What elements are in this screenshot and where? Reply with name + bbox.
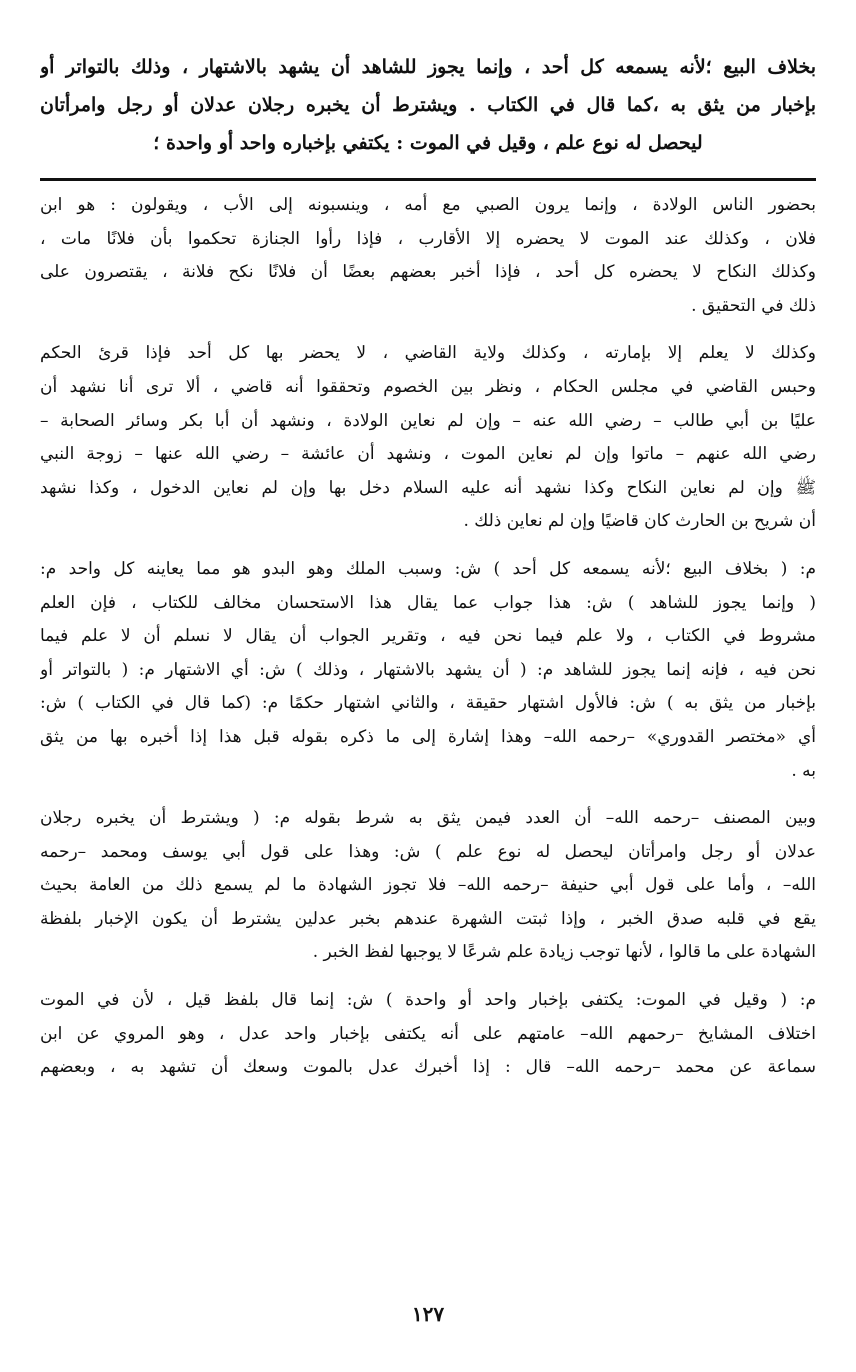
commentary-line: به .	[791, 760, 816, 781]
commentary-line: أي «مختصر القدوري» –رحمه الله– وهذا إشارة إلى ما ذكره بقوله قبل هذا إذا أخبره بها من يثق	[40, 726, 816, 747]
commentary-paragraph	[40, 802, 816, 970]
main-text-block	[40, 48, 816, 162]
page-number: ١٢٧	[411, 1302, 445, 1326]
commentary-line: يقع في قلبه صدق الخبر ، وإذا ثبتت الشهرة عندهم بخبر عدلين يشترط أن يكون الإخبار بلفظة	[40, 908, 816, 929]
commentary-paragraph	[40, 337, 816, 539]
commentary-line: وبين المصنف –رحمه الله– أن العدد فيمن يثق به شرط بقوله م: ( ويشترط أن يخبره رجلان	[40, 808, 816, 829]
commentary-line: وكذلك النكاح لا يحضره كل أحد ، فإذا أخبر بعضهم بعضًا أن فلانًا نكح فلانة ، يقتصرون على	[40, 262, 816, 283]
commentary-line: مشروط في الكتاب ، ولا علم فيما نحن فيه ، وتقرير الجواب أن يقال لا نسلم أن لا علم فيما	[40, 626, 816, 647]
commentary-line: أن شريح بن الحارث كان قاضيًا وإن لم نعاين ذلك .	[463, 511, 816, 532]
commentary-line: بإخبار من يثق به ) ش: فالأول اشتهار حقيقة ، والثاني اشتهار حكمًا م: (كما قال في الكتاب ) ش:	[40, 693, 816, 714]
commentary-line: م: ( وقيل في الموت: يكتفى بإخبار واحد أو واحدة ) ش: إنما قال بلفظ قيل ، لأن في الموت	[40, 990, 816, 1011]
commentary-line: رضي الله عنهم – ماتوا وإن لم نعاين الموت ، ونشهد أن عائشة – رضي الله عنها – زوجة النبي	[40, 444, 816, 465]
commentary-line: عليًا بن أبي طالب – رضي الله عنه – وإن لم نعاين الولادة ، ونشهد أن أبا بكر وسائر الصحابة –	[40, 410, 816, 431]
commentary-line: الشهادة على ما قالوا ، لأنها توجب زيادة علم شرعًا لا يوجبها لفظ الخبر .	[312, 942, 816, 963]
commentary-line: ذلك في التحقيق .	[691, 295, 816, 316]
commentary-line: فلان ، وكذلك عند الموت لا يحضره إلا الأقارب ، فإذا رأوا الجنازة تحكموا بأن فلانًا مات ،	[40, 228, 816, 249]
commentary-line: نحن فيه ، فإنه إنما يجوز للشاهد م: ( أن يشهد بالاشتهار ، وذلك ) ش: أي الاشتهار م: ( بالتواتر أو	[40, 659, 816, 680]
commentary-line: وكذلك لا يعلم إلا بإمارته ، وكذلك ولاية القاضي ، لا يحضر بها كل أحد فإذا قرئ الحكم	[40, 343, 816, 364]
main-text-line: بإخبار من يثق به ،كما قال في الكتاب . ويشترط أن يخبره رجلان عدلان أو رجل وامرأتان	[40, 94, 816, 116]
commentary-line: م: ( بخلاف البيع ؛لأنه يسمعه كل أحد ) ش: وسبب الملك وهو البدو هو مما يعاينه كل واحد م:	[40, 558, 816, 579]
commentary-line: اختلاف المشايخ –رحمهم الله– عامتهم على أنه يكتفى بإخبار واحد عدل ، وهو المروي عن ابن	[40, 1023, 816, 1044]
separator-rule	[40, 178, 816, 181]
commentary-line: عدلان أو رجل وامرأتان ليحصل له نوع علم ) ش: وهذا على قول أبي يوسف ومحمد –رحمه	[40, 841, 816, 862]
commentary-line: الله– ، وأما على قول أبي حنيفة –رحمه الله– فلا تجوز الشهادة ما لم يسمع ذلك من العامة بحيث	[40, 875, 816, 896]
commentary-line: وحبس القاضي في مجلس الحكام ، ونظر بين الخصوم وتحققوا أنه قاضي ، ألا ترى أنا نشهد أن	[40, 376, 816, 397]
commentary-paragraph	[40, 553, 816, 788]
main-text-line: بخلاف البيع ؛لأنه يسمعه كل أحد ، وإنما يجوز للشاهد أن يشهد بالاشتهار ، وذلك بالتواتر أو	[40, 56, 816, 78]
commentary-line: ( وإنما يجوز للشاهد ) ش: هذا جواب عما يقال هذا الاستحسان مخالف للكتاب ، فإن العلم	[40, 592, 816, 613]
commentary-line: سماعة عن محمد –رحمه الله– قال : إذا أخبرك عدل بالموت وسعك أن تشهد به ، وبعضهم	[40, 1057, 816, 1078]
main-text-line: ليحصل له نوع علم ، وقيل في الموت : يكتفي بإخباره واحد أو واحدة ؛	[153, 132, 703, 154]
commentary-paragraph	[40, 189, 816, 323]
commentary-line: ﷺ وإن لم نعاين النكاح وكذا نشهد أنه عليه السلام دخل بها وإن لم نعاين الدخول ، وكذا نشهد	[40, 477, 816, 498]
commentary-line: بحضور الناس الولادة ، وإنما يرون الصبي مع أمه ، وينسبونه إلى الأب ، ويقولون : هو ابن	[40, 195, 816, 215]
commentary-paragraph	[40, 984, 816, 1085]
book-page	[40, 48, 816, 1338]
